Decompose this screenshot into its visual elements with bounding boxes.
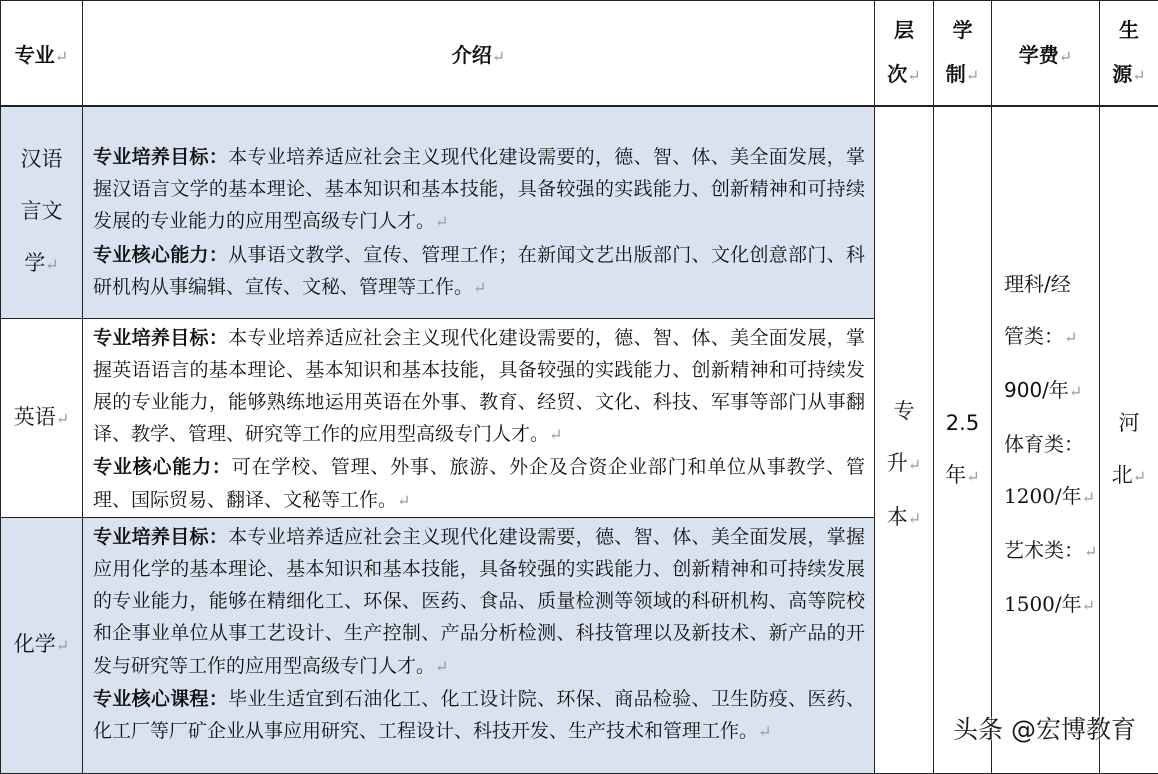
core-paragraph: 专业核心能力：可在学校、管理、外事、旅游、外企及合资企业部门和单位从事教学、管理、国际贸易、翻译、文秘等工作。↵ <box>93 451 865 516</box>
major-name-cell: 化学↵ <box>1 517 83 773</box>
header-tuition: 学费↵ <box>992 1 1100 107</box>
major-name-cell: 汉语 言文 学↵ <box>1 106 83 318</box>
goal-paragraph: 专业培养目标：本专业培养适应社会主义现代化建设需要，德、智、体、美全面发展，掌握应用化学的基本理论、基本知识和基本技能，具备较强的实践能力、创新精神和可持续发展的专业能力，能够在精细化工、环保、医药、食品、质量检测等领域的科研机构、高等院校和企事业单位从事工艺设计、生产控制、产品分析检测、科技管理以及新技术、新产品的开发与研究等工作的应用型高级专门人才。↵ <box>93 521 865 683</box>
level-cell: 专 升↵ 本↵ <box>875 106 934 773</box>
watermark: 头条 @宏博教育 <box>953 710 1136 746</box>
tuition-cell: 理科/经 管类：↵ 900/年↵ 体育类： 1200/年↵ 艺术类：↵ 1500/年↵ <box>992 106 1100 773</box>
duration-cell: 2.5 年↵ <box>934 106 992 773</box>
core-paragraph: 专业核心能力：从事语文教学、宣传、管理工作；在新闻文艺出版部门、文化创意部门、科研机构从事编辑、宣传、文秘、管理等工作。↵ <box>93 239 865 304</box>
goal-paragraph: 专业培养目标：本专业培养适应社会主义现代化建设需要的，德、智、体、美全面发展，掌握汉语言文学的基本理论、基本知识和基本技能，具备较强的实践能力、创新精神和可持续发展的专业能力的应用型高级专门人才。↵ <box>93 141 865 239</box>
header-duration: 学 制↵ <box>934 1 992 107</box>
header-row <box>1 1 1158 107</box>
source-cell: 河 北↵ <box>1100 106 1158 773</box>
table-row <box>1 106 1158 318</box>
goal-paragraph: 专业培养目标：本专业培养适应社会主义现代化建设需要的，德、智、体、美全面发展，掌握英语语言的基本理论、基本知识和基本技能，具备较强的实践能力、创新精神和可持续发展的专业能力，能够熟练地运用英语在外事、教育、经贸、文化、科技、军事等部门从事翻译、教学、管理、研究等工作的应用型高级专门人才。↵ <box>93 322 865 452</box>
major-name-cell: 英语↵ <box>1 318 83 517</box>
header-intro: 介绍↵ <box>83 1 875 107</box>
intro-cell <box>83 318 875 517</box>
intro-cell <box>83 106 875 318</box>
intro-cell <box>83 517 875 773</box>
header-major: 专业↵ <box>1 1 83 107</box>
header-level: 层 次↵ <box>875 1 934 107</box>
core-paragraph: 专业核心课程：毕业生适宜到石油化工、化工设计院、环保、商品检验、卫生防疫、医药、化工厂等厂矿企业从事应用研究、工程设计、科技开发、生产技术和管理工作。↵ <box>93 683 865 748</box>
header-source: 生 源↵ <box>1100 1 1158 107</box>
